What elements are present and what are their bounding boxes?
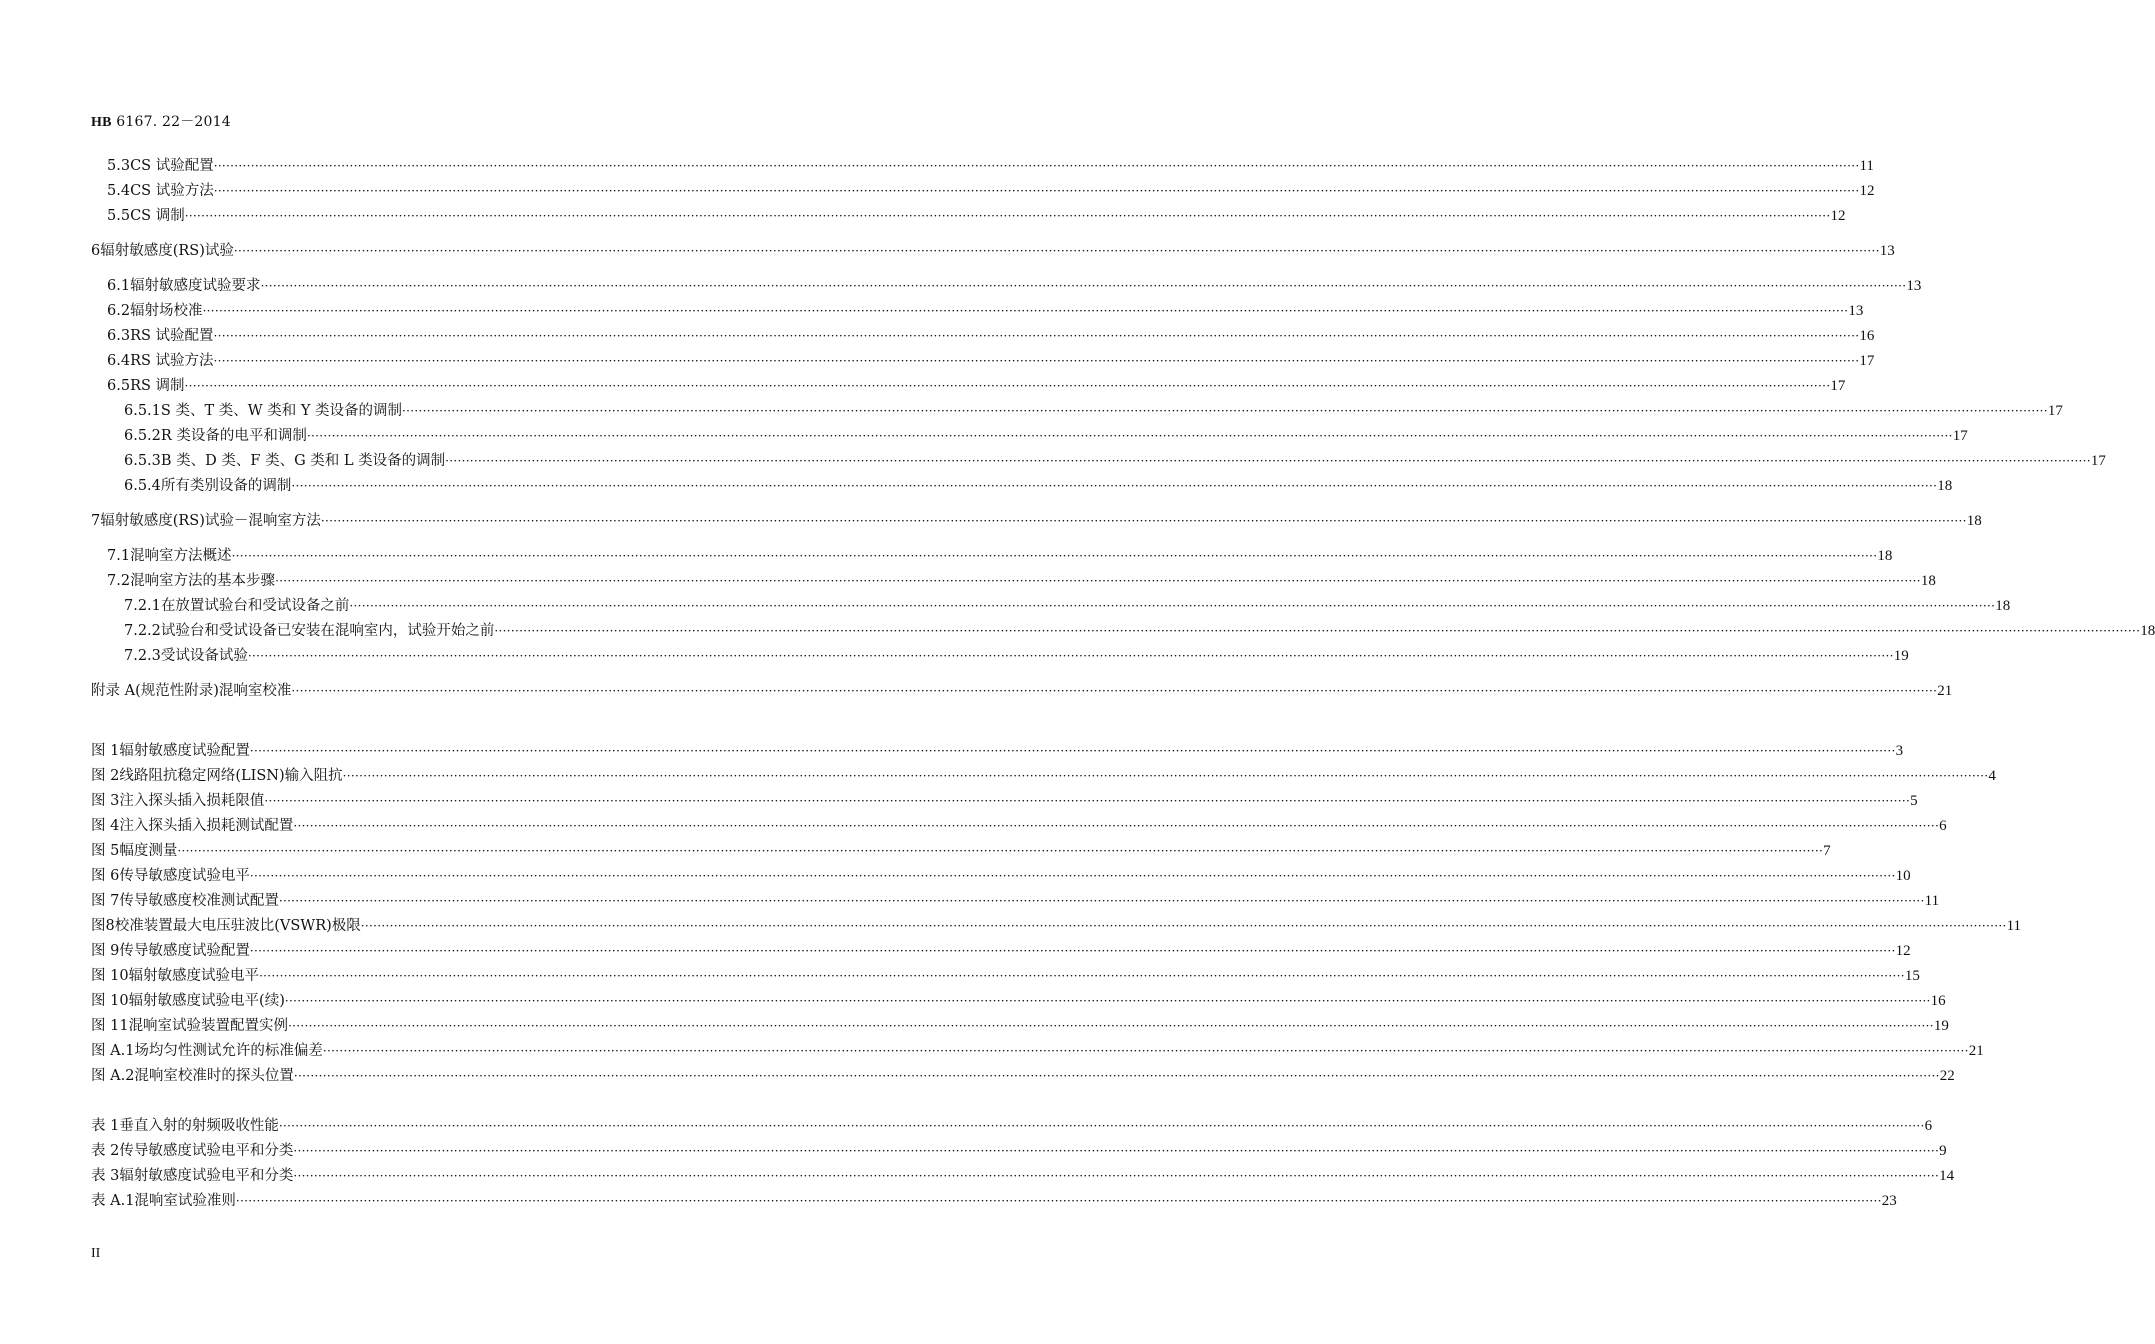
toc-entry-number: 6.4 <box>107 353 131 369</box>
toc-leader: ················································································································································································································································································································································································································ <box>213 354 1860 368</box>
toc-entry[interactable] <box>91 1111 1933 1135</box>
toc-leader: ················································································································································································································································································································································································································ <box>445 454 2091 468</box>
toc-entry[interactable] <box>91 236 1895 260</box>
toc-entry-number: 表 3 <box>91 1168 120 1184</box>
toc-entry[interactable] <box>91 1061 1955 1085</box>
toc-entry-number: 5.4 <box>107 183 131 199</box>
toc-entry[interactable] <box>124 616 2155 640</box>
toc-entry-number: 6.5.1 <box>124 403 161 419</box>
document-code <box>91 111 231 131</box>
toc-entry-number: 6.5.2 <box>124 428 161 444</box>
toc-entry-page: 11 <box>1859 158 1874 174</box>
toc-leader: ················································································································································································································································································································································································································ <box>284 994 1931 1008</box>
toc-entry[interactable] <box>107 296 1864 320</box>
toc-entry-title: 在放置试验台和受试设备之前 <box>160 598 350 614</box>
toc-entry-number: 5.3 <box>107 158 131 174</box>
toc-entry[interactable] <box>91 676 1953 700</box>
toc-entry-title: S 类、T 类、W 类和 Y 类设备的调制 <box>160 403 403 419</box>
toc-entry-number: 图 11 <box>91 1018 129 1034</box>
toc-entry-number: 7.2 <box>107 573 131 589</box>
toc-entry[interactable] <box>91 786 1918 810</box>
toc-entry-number: 7 <box>91 513 101 529</box>
toc-entry-number: 图 A.2 <box>91 1068 135 1084</box>
toc-entry-number: 6.5.4 <box>124 478 161 494</box>
toc-entry-page: 13 <box>1848 303 1864 319</box>
toc-entry-number: 图 10 <box>91 993 129 1009</box>
toc-leader: ················································································································································································································································································································································································································ <box>320 514 1967 528</box>
toc-entry-page: 9 <box>1939 1143 1947 1159</box>
toc-entry[interactable] <box>124 591 2011 615</box>
toc-entry-number: 表 2 <box>91 1143 120 1159</box>
toc-entry-number: 5.5 <box>107 208 131 224</box>
toc-leader: ················································································································································································································································································································································································································ <box>306 429 1953 443</box>
toc-entry-page: 6 <box>1924 1118 1933 1134</box>
toc-entry-title: 辐射敏感度(RS)试验－混响室方法 <box>100 513 321 529</box>
document-code-prefix: HB <box>91 115 112 130</box>
toc-entry-page: 19 <box>1933 1018 1949 1034</box>
toc-leader: ················································································································································································································································································································································································································ <box>247 649 1894 663</box>
toc-leader: ················································································································································································································································································································································································································ <box>259 969 1905 983</box>
toc-leader: ················································································································································································································································································································································································································ <box>278 894 1925 908</box>
toc-entry[interactable] <box>91 911 2022 935</box>
toc-entry-title: 辐射敏感度试验配置 <box>119 743 250 759</box>
toc-entry[interactable] <box>91 506 1982 530</box>
toc-leader: ················································································································································································································································································································································································································ <box>293 1144 1940 1158</box>
toc-entry-title: 辐射敏感度试验电平和分类 <box>119 1168 294 1184</box>
toc-leader: ················································································································································································································································································································································································································ <box>349 599 1996 613</box>
toc-entry-page: 18 <box>1920 573 1936 589</box>
toc-entry-title: 传导敏感度试验配置 <box>119 943 250 959</box>
toc-entry-number: 图 4 <box>91 818 120 834</box>
toc-leader: ················································································································································································································································································································································································································ <box>184 209 1831 223</box>
toc-entry-title: RS 试验方法 <box>130 353 214 369</box>
toc-entry-title: 校准装置最大电压驻波比(VSWR)极限 <box>114 918 361 934</box>
toc-leader: ················································································································································································································································································································································································································ <box>249 944 1896 958</box>
toc-entry-title: 传导敏感度试验电平 <box>119 868 250 884</box>
toc-entry[interactable] <box>91 811 1947 835</box>
toc-entry[interactable] <box>91 886 1940 910</box>
toc-entry-number: 6.1 <box>107 278 131 294</box>
document-code-number: 6167. 22－2014 <box>111 114 231 130</box>
toc-entry-title: 试验台和受试设备已安装在混响室内，试验开始之前 <box>160 623 495 639</box>
toc-entry-number: 附录 A(规范性附录) <box>91 683 219 699</box>
toc-entry[interactable] <box>107 566 1936 590</box>
toc-entry[interactable] <box>91 1136 1947 1160</box>
toc-leader: ················································································································································································································································································································································································································ <box>213 159 1860 173</box>
toc-leader: ················································································································································································································································································································································································································ <box>231 549 1878 563</box>
toc-entry-page: 4 <box>1988 768 1996 784</box>
toc-entry-page: 7 <box>1823 843 1831 859</box>
toc-entry-page: 23 <box>1881 1193 1897 1209</box>
toc-entry[interactable] <box>107 271 1922 295</box>
toc-entry-page: 13 <box>1879 243 1895 259</box>
toc-leader: ················································································································································································································································································································································································································ <box>235 1194 1882 1208</box>
toc-entry[interactable] <box>91 761 1996 785</box>
toc-leader: ················································································································································································································································································································································································································ <box>233 244 1880 258</box>
toc-entry-title: 所有类别设备的调制 <box>160 478 292 494</box>
toc-entry-number: 表 1 <box>91 1118 120 1134</box>
toc-entry-number: 图 9 <box>91 943 120 959</box>
toc-entry[interactable] <box>107 201 1846 225</box>
toc-entry-title: RS 试验配置 <box>130 328 214 344</box>
toc-entry-number: 图 6 <box>91 868 120 884</box>
toc-entry-number: 6.3 <box>107 328 131 344</box>
toc-entry-number: 7.2.1 <box>124 598 161 614</box>
toc-entry-number: 图8 <box>91 918 115 934</box>
toc-entry[interactable] <box>124 641 1909 665</box>
toc-entry-number: 7.1 <box>107 548 131 564</box>
toc-entry-title: B 类、D 类、F 类、G 类和 L 类设备的调制 <box>160 453 446 469</box>
toc-entry-title: 传导敏感度试验电平和分类 <box>119 1143 294 1159</box>
toc-leader: ················································································································································································································································································································································································································ <box>202 304 1849 318</box>
toc-entry[interactable] <box>107 371 1846 395</box>
toc-leader: ················································································································································································································································································································································································································ <box>260 279 1907 293</box>
toc-entry-title: 混响室校准时的探头位置 <box>134 1068 294 1084</box>
toc-leader: ················································································································································································································································································································································································································ <box>213 184 1860 198</box>
toc-entry-title: 辐射敏感度(RS)试验 <box>100 243 234 259</box>
toc-entry[interactable] <box>91 861 1911 885</box>
toc-entry-title: CS 调制 <box>130 208 185 224</box>
toc-entry-number: 图 1 <box>91 743 120 759</box>
toc-leader: ················································································································································································································································································································································································································ <box>293 819 1940 833</box>
toc-leader: ················································································································································································································································································································································································································ <box>293 1169 1940 1183</box>
toc-entry-page: 12 <box>1895 943 1911 959</box>
toc-entry[interactable] <box>124 471 1953 495</box>
toc-leader: ················································································································································································································································································································································································································ <box>177 844 1824 858</box>
toc-entry[interactable] <box>91 986 1946 1010</box>
toc-entry-page: 17 <box>1952 428 1968 444</box>
toc-entry-page: 18 <box>1937 478 1953 494</box>
toc-entry-title: 混响室校准 <box>218 683 292 699</box>
toc-entry-page: 17 <box>2047 403 2063 419</box>
toc-leader: ················································································································································································································································································································································································································ <box>249 744 1896 758</box>
toc-leader: ················································································································································································································································································································································································································ <box>291 684 1938 698</box>
toc-entry-page: 12 <box>1830 208 1846 224</box>
toc-entry-page: 12 <box>1859 183 1875 199</box>
toc-entry-number: 7.2.3 <box>124 648 161 664</box>
toc-entry[interactable] <box>107 541 1893 565</box>
toc-leader: ················································································································································································································································································································································································································ <box>213 329 1860 343</box>
toc-entry-page: 18 <box>1995 598 2011 614</box>
toc-entry[interactable] <box>91 1186 1897 1210</box>
toc-entry-title: 混响室试验装置配置实例 <box>128 1018 289 1034</box>
toc-entry-title: 垂直入射的射频吸收性能 <box>119 1118 279 1134</box>
toc-leader: ················································································································································································································································································································································································································ <box>249 869 1896 883</box>
toc-entry-page: 6 <box>1939 818 1947 834</box>
toc-entry-title: 受试设备试验 <box>160 648 248 664</box>
toc-entry-number: 图 10 <box>91 968 129 984</box>
toc-entry-page: 18 <box>2140 623 2155 639</box>
toc-entry-title: 线路阻抗稳定网络(LISN)输入阻抗 <box>119 768 343 784</box>
toc-entry-number: 图 5 <box>91 843 120 859</box>
toc-leader: ················································································································································································································································································································································································································ <box>360 919 2007 933</box>
toc-entry-page: 22 <box>1939 1068 1955 1084</box>
toc-entry-number: 表 A.1 <box>91 1193 135 1209</box>
toc-entry[interactable] <box>107 151 1874 175</box>
toc-entry-title: 注入探头插入损耗限值 <box>119 793 265 809</box>
toc-leader: ················································································································································································································································································································································································································ <box>342 769 1989 783</box>
toc-entry-title: 传导敏感度校准测试配置 <box>119 893 279 909</box>
toc-entry-number: 6.5.3 <box>124 453 161 469</box>
toc-entry-page: 17 <box>1859 353 1875 369</box>
toc-entry-page: 3 <box>1895 743 1904 759</box>
toc-entry-page: 15 <box>1904 968 1920 984</box>
toc-entry-title: CS 试验配置 <box>130 158 214 174</box>
toc-entry-page: 17 <box>1830 378 1846 394</box>
toc-entry-title: 混响室方法的基本步骤 <box>130 573 276 589</box>
page-number: II <box>91 1246 101 1261</box>
toc-entry-page: 16 <box>1859 328 1875 344</box>
toc-entry[interactable] <box>124 446 2106 470</box>
toc-entry-number: 图 3 <box>91 793 120 809</box>
toc-leader: ················································································································································································································································································································································································································ <box>278 1119 1925 1133</box>
toc-entry[interactable] <box>91 1036 1984 1060</box>
toc-entry-number: 图 7 <box>91 893 120 909</box>
toc-entry-title: 辐射场校准 <box>130 303 203 319</box>
toc-entry-number: 图 A.1 <box>91 1043 135 1059</box>
toc-leader: ················································································································································································································································································································································································································ <box>402 404 2048 418</box>
toc-entry[interactable] <box>107 176 1875 200</box>
toc-entry-title: 场均匀性测试允许的标准偏差 <box>134 1043 323 1059</box>
toc-entry-page: 19 <box>1893 648 1909 664</box>
toc-leader: ················································································································································································································································································································································································································ <box>293 1069 1940 1083</box>
toc-leader: ················································································································································································································································································································································································································ <box>322 1044 1969 1058</box>
toc-entry[interactable] <box>91 1161 1955 1185</box>
toc-entry-page: 21 <box>1937 683 1953 699</box>
toc-leader: ················································································································································································································································································································································································································ <box>288 1019 1934 1033</box>
toc-entry[interactable] <box>107 346 1875 370</box>
toc-entry[interactable] <box>91 836 1831 860</box>
toc-entry[interactable] <box>124 396 2063 420</box>
toc-entry-page: 18 <box>1966 513 1982 529</box>
toc-leader: ················································································································································································································································································································································································································ <box>494 624 2141 638</box>
toc-entry-number: 图 2 <box>91 768 120 784</box>
toc-entry-page: 10 <box>1895 868 1911 884</box>
toc-entry-title: 幅度测量 <box>119 843 178 859</box>
toc-entry-number: 7.2.2 <box>124 623 161 639</box>
toc-entry-number: 6 <box>91 243 101 259</box>
toc-entry[interactable] <box>124 421 1968 445</box>
toc-entry-page: 16 <box>1930 993 1946 1009</box>
toc-entry-page: 18 <box>1877 548 1893 564</box>
toc-entry-title: RS 调制 <box>130 378 185 394</box>
toc-entry[interactable] <box>91 936 1911 960</box>
toc-entry-page: 5 <box>1910 793 1918 809</box>
toc-entry[interactable] <box>107 321 1875 345</box>
toc-entry-page: 13 <box>1906 278 1922 294</box>
toc-entry-page: 11 <box>2006 918 2022 934</box>
toc-entry-title: 辐射敏感度试验电平(续) <box>128 993 285 1009</box>
toc-leader: ················································································································································································································································································································································································································ <box>291 479 1938 493</box>
toc-entry-title: 混响室试验准则 <box>134 1193 236 1209</box>
toc-entry-number: 6.5 <box>107 378 131 394</box>
toc-entry-title: 辐射敏感度试验电平 <box>128 968 260 984</box>
toc-leader: ················································································································································································································································································································································································································ <box>275 574 1921 588</box>
toc-entry[interactable] <box>91 961 1920 985</box>
toc-entry-title: R 类设备的电平和调制 <box>160 428 307 444</box>
toc-entry[interactable] <box>91 736 1904 760</box>
toc-entry-title: CS 试验方法 <box>130 183 214 199</box>
toc-entry[interactable] <box>91 1011 1949 1035</box>
toc-entry-title: 辐射敏感度试验要求 <box>130 278 261 294</box>
toc-entry-page: 17 <box>2090 453 2106 469</box>
toc-entry-title: 混响室方法概述 <box>130 548 232 564</box>
toc-entry-title: 注入探头插入损耗测试配置 <box>119 818 294 834</box>
toc-entry-page: 21 <box>1968 1043 1984 1059</box>
toc-entry-page: 11 <box>1924 893 1940 909</box>
toc-entry-page: 14 <box>1939 1168 1955 1184</box>
toc-leader: ················································································································································································································································································································································································································ <box>264 794 1911 808</box>
toc-leader: ················································································································································································································································································································································································································ <box>184 379 1831 393</box>
toc-entry-number: 6.2 <box>107 303 131 319</box>
